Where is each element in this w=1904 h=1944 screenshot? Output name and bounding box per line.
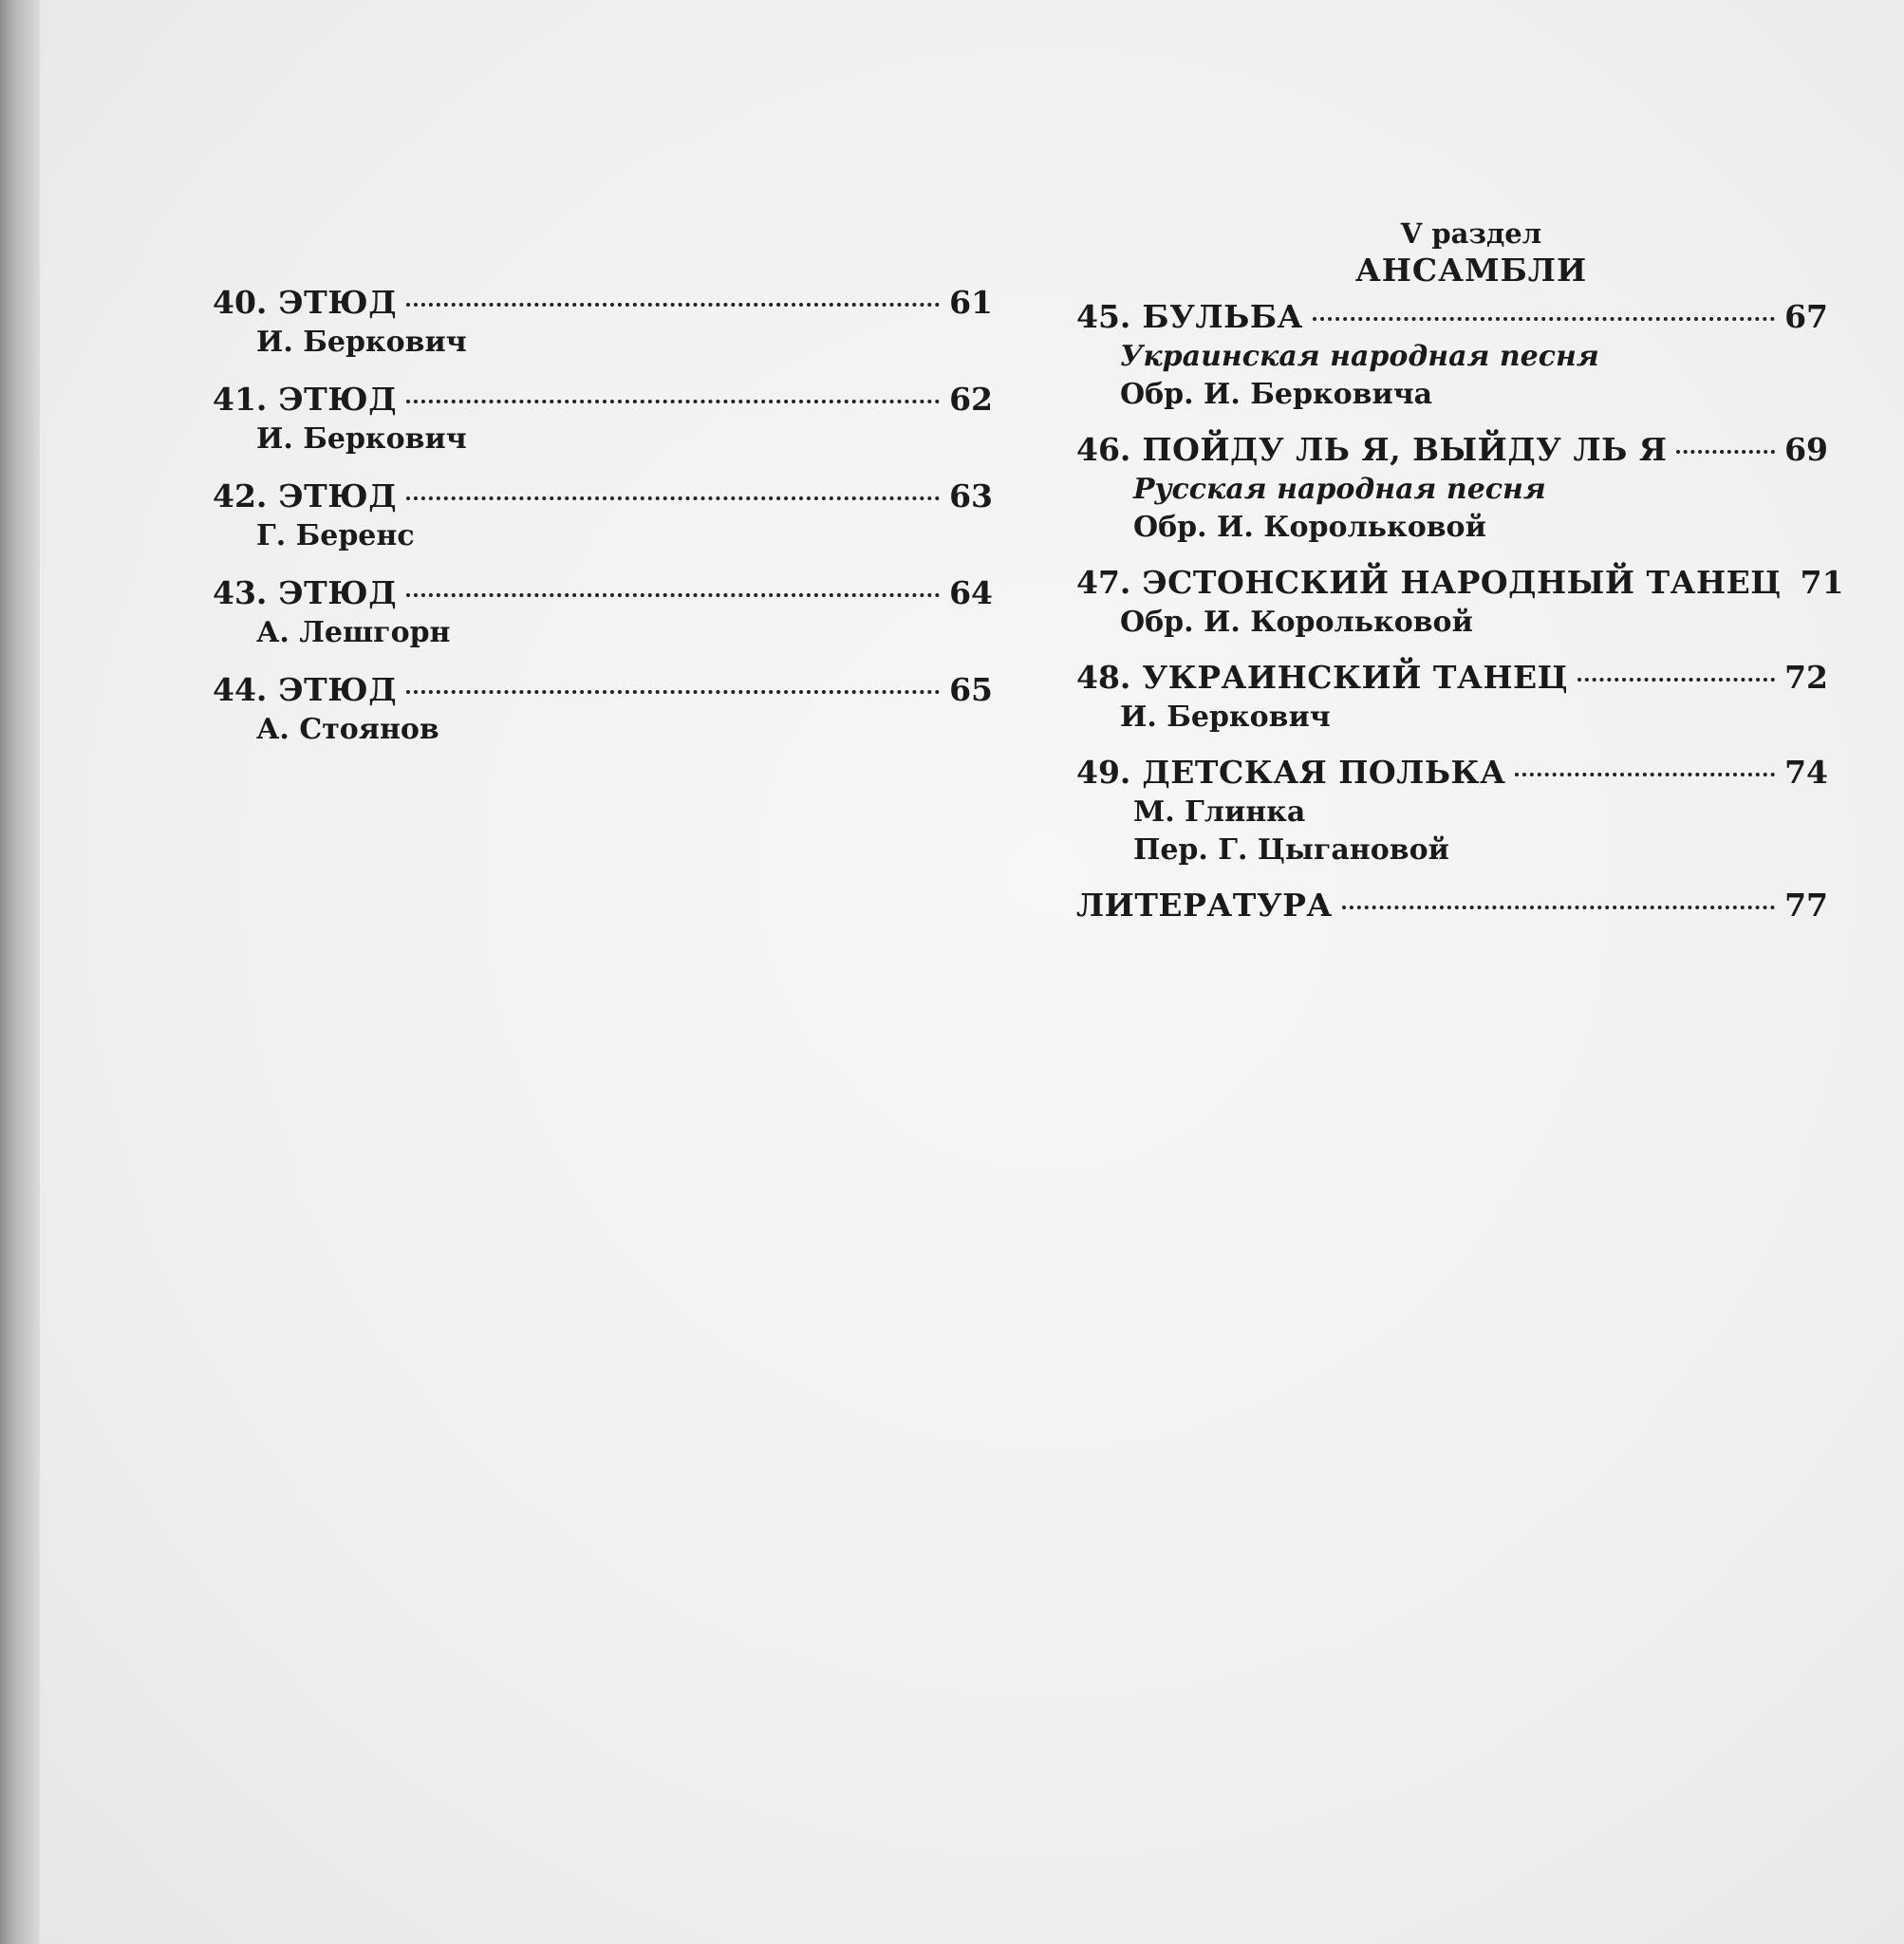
toc-entry-line: [1076, 429, 1828, 471]
entry-page-number: 63: [949, 477, 993, 514]
entry-number: 47.: [1076, 563, 1131, 601]
entry-title: ЭСТОНСКИЙ НАРОДНЫЙ ТАНЕЦ: [1142, 563, 1782, 601]
toc-entry-line: [213, 379, 993, 421]
toc-entry-49: [1076, 752, 1828, 869]
entry-title: ДЕТСКАЯ ПОЛЬКА: [1142, 753, 1506, 791]
dot-leader: [406, 400, 940, 403]
dot-leader: [406, 593, 940, 597]
toc-entry-line: [213, 572, 993, 614]
entry-title: ЭТЮД: [278, 671, 398, 708]
entry-title: ЭТЮД: [278, 574, 398, 611]
entry-arranger: Обр. И. Берковича: [1120, 377, 1433, 411]
entry-author: Г. Беренс: [256, 519, 415, 552]
toc-entry-41: [213, 379, 993, 458]
entry-source: Украинская народная песня: [1120, 339, 1599, 373]
toc-entry-46: [1076, 429, 1828, 547]
entry-author: А. Лешгорн: [256, 616, 451, 649]
entry-page-number: 64: [949, 574, 993, 611]
entry-title: УКРАИНСКИЙ ТАНЕЦ: [1142, 658, 1569, 696]
toc-right-column: [1076, 216, 1844, 942]
entry-number: 48.: [1076, 658, 1131, 696]
entry-number: 44.: [213, 671, 268, 708]
toc-entry-line: [213, 669, 993, 711]
section-heading: [1114, 216, 1828, 290]
entry-title: ПОЙДУ ЛЬ Я, ВЫЙДУ ЛЬ Я: [1142, 430, 1668, 468]
dot-leader: [406, 303, 940, 307]
toc-entry-literature: [1076, 885, 1828, 926]
entry-number: 46.: [1076, 430, 1131, 468]
toc-entry-line: [213, 476, 993, 517]
entry-number: 45.: [1076, 297, 1131, 335]
entry-arranger: Пер. Г. Цыгановой: [1133, 832, 1449, 867]
section-title: АНСАМБЛИ: [1354, 252, 1588, 290]
dot-leader: [406, 496, 940, 500]
toc-entry-line: [1076, 752, 1828, 794]
entry-author: И. Беркович: [1120, 700, 1331, 734]
entry-author: И. Беркович: [256, 326, 467, 359]
entry-number: 40.: [213, 284, 268, 321]
entry-author: М. Глинка: [1133, 794, 1306, 829]
entry-page-number: 72: [1784, 658, 1828, 696]
entry-page-number: 62: [949, 381, 993, 418]
dot-leader: [1313, 317, 1775, 321]
entry-page-number: 61: [949, 284, 993, 321]
entry-page-number: 69: [1784, 430, 1828, 468]
entry-title: ЛИТЕРАТУРА: [1076, 886, 1333, 924]
entry-arranger: Обр. И. Корольковой: [1120, 605, 1473, 639]
dot-leader: [1515, 773, 1775, 776]
entry-author: И. Беркович: [256, 422, 467, 456]
toc-entry-line: [1076, 562, 1844, 604]
entry-arranger: Обр. И. Корольковой: [1133, 510, 1486, 544]
entry-title: ЭТЮД: [278, 381, 398, 418]
entry-source: Русская народная песня: [1133, 472, 1546, 506]
toc-entry-45: [1076, 296, 1828, 414]
toc-entry-42: [213, 476, 993, 555]
dot-leader: [406, 690, 940, 694]
toc-entry-44: [213, 669, 993, 749]
entry-number: 43.: [213, 574, 268, 611]
entry-author: А. Стоянов: [256, 713, 439, 746]
toc-entry-40: [213, 282, 993, 362]
entry-number: 41.: [213, 381, 268, 418]
book-spine-shadow: [0, 0, 40, 1944]
toc-entry-line: [213, 282, 993, 324]
entry-number: 42.: [213, 477, 268, 514]
entry-number: 49.: [1076, 753, 1131, 791]
entry-page-number: 71: [1800, 563, 1844, 601]
toc-entry-line: [1076, 296, 1828, 338]
entry-page-number: 74: [1784, 753, 1828, 791]
entry-title: БУЛЬБА: [1142, 297, 1303, 335]
entry-title: ЭТЮД: [278, 477, 398, 514]
entry-title: ЭТЮД: [278, 284, 398, 321]
toc-entry-43: [213, 572, 993, 652]
entry-page-number: 67: [1784, 297, 1828, 335]
dot-leader: [1676, 450, 1775, 454]
dot-leader: [1577, 678, 1775, 682]
toc-entry-line: [1076, 885, 1828, 926]
section-number: V раздел: [1400, 217, 1542, 250]
dot-leader: [1342, 906, 1775, 909]
toc-entry-47: [1076, 562, 1844, 642]
toc-entry-48: [1076, 657, 1828, 737]
toc-left-column: [213, 282, 993, 766]
toc-entry-line: [1076, 657, 1828, 699]
entry-page-number: 65: [949, 671, 993, 708]
entry-page-number: 77: [1784, 886, 1828, 924]
